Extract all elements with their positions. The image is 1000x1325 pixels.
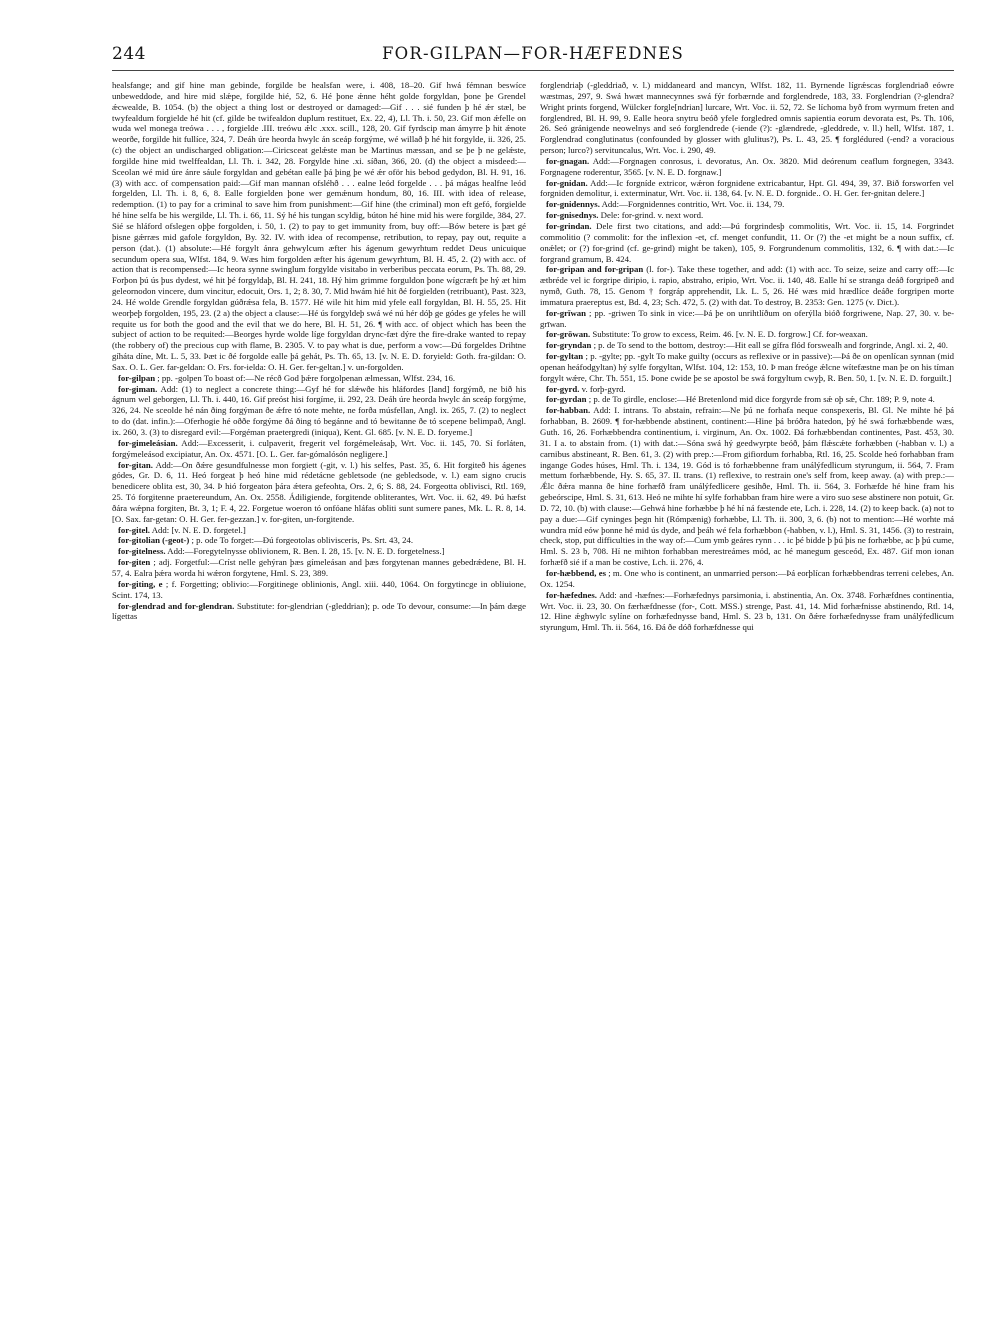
entry-headword: for-gitan. — [118, 459, 153, 470]
dictionary-entry — [540, 329, 954, 340]
left-column — [112, 80, 526, 1300]
dictionary-entry — [540, 340, 954, 351]
dictionary-entry — [112, 373, 526, 384]
entry-headword: for-giten — [118, 557, 151, 568]
entry-headword: for-giting, e — [118, 578, 163, 589]
dictionary-entry — [540, 199, 954, 210]
entry-text: Add: [v. N. E. D. forgetel.] — [151, 524, 246, 535]
dictionary-entry — [112, 601, 526, 623]
entry-headword: for-gitel. — [118, 524, 150, 535]
page-header — [112, 44, 954, 68]
entry-headword: for-gyrdan — [546, 394, 587, 405]
entry-headword: for-gnisednys. — [546, 210, 599, 221]
entry-text: Add:—On ðǽre gesundfulnesse mon forgiett (-git, v. l.) his selfes, Past. 35, 6. Hit forgiteð his ágenes gódes, Gr. D. 6, 11. Heó forgeat þ heó hine mid rédetácne gebletsode (ne gebledsode, v. l.) eam signo crucis benedicere oblita est, 30, 34. Þ hió forgeaton þára ǽtera gefeohta, Ors. 2, 6; S. 88, 24. Forgeotta oblivisci, Rtl. 169, 25. Tó forgitenne praetereundum, An. Ox. 2558. Ádiligiende, forgitende obliterantes, Wrt. Voc. ii. 62, 49. Þú hæfst ðára wǽpna forgiten, Bt. 3, 1; F. 4, 22. Forgetue woeron tó onfóane hláfas obliti sunt sumere panes, Mk. L. R. 8, 14. [O. Sax. far-getan: O. H. Ger. fer-gezzan.] v. for-giten, un-forgitende. — [112, 459, 526, 524]
dictionary-entry — [540, 80, 954, 156]
entry-text: ; p. de To send to the bottom, destroy:—Hit eall se gífra flód forswealh and forgrinde, Angl. xi. 2, 40. — [593, 340, 948, 351]
entry-headword: for-habban. — [546, 405, 591, 416]
entry-text: Add: I. intrans. To abstain, refrain:—Ne þú ne forhafa neque conspexeris, Bl. Gl. Ne mihte hé þá forhabban, B. 2609. ¶ for-hæbbende abstinent, continent:—Hine þá bróðra hatedon, þý hé swá forhæbbende wæs, Guth. 16, 26. Forhæbbendra continentium, i. virginum, An. Ox. 1002. Ðá forhæbbendan continentes, Past. 453, 30. 31. I a. to abstain from. (1) with dat.:—Sóna swá hý geedwyrpte beóð, þám flǽscǽte forhæbben (-habban v. l.) a carnibus abstineant, R. Ben. 61, 3. (2) with prep.:—From gifiordum forhabba, Rtl. 16, 25. Scolde heó forhabban fram ingange Godes húses, Hml. Th. i. 134, 19. Gód is tó forhæbbenne fram unálýfedlicum styrungum, ii. 564, 7. Fram mettum forhæbbende, Hy. S. 65, 37. II. trans. (1) reflexive, to restrain one's self from, keep away. (a) with prep.:—Ǽlc ðǽra manna ðe hine forhæfð fram unálýfedlicere gesihðe, Hml. Th. ii. 564, 3. Forhæfde hé hine fram his gebeórscipe, Hml. S. 31, 613. Heó ne mihte hí sylfe forhabban fram hire were a viro suo sese abstinere non potuit, Gr. D. 72, 10. (b) with clause:—Gehwá hine forhæbbe þ hé hí ná fæstende ete, Lch. i. 228, 14. (2) to keep back. (a) not to pay a due:—Gif cyninges þegn hit (Rómpænig) forhæbbe, Ll. Th. ii. 300, 3, 6. (b) not to mention:—Hé worhte má wundra míd eów þonne hé mid ús dyde, and þeáh wé fela forhæbbon (-habben, v. l.), Hml. S. 31, 1456. (3) to restrain, check, stop, put difficulties in the way of:—Cum ymb geáres rynn . . . ic þé bidde þ þú þis ne forhæbbe, ac þ þú cume, Hml. S. 23 b, 708. Hí ne mihton forhabban merestreámes mód, ac hé manegum gesceód, Ex. 487. Gif mon ionan forhæfð sié if a man be costive, Lch. ii. 276, 4. — [540, 405, 954, 568]
entry-text: ; p. de To girdle, enclose:—Hé Bretenlond mid dice forgyrde from sǽ oþ sǽ, Chr. 189; P. 9, note 4. — [588, 394, 935, 405]
dictionary-entry — [540, 394, 954, 405]
header-rule — [112, 70, 954, 71]
dictionary-entry — [540, 221, 954, 264]
dictionary-entry — [540, 264, 954, 307]
dictionary-entry — [112, 438, 526, 460]
dictionary-entry — [540, 405, 954, 568]
entry-text: v. forþ-gyrd. — [581, 383, 626, 394]
entry-headword: for-gitelness. — [118, 546, 166, 557]
dictionary-entry — [112, 546, 526, 557]
entry-text: Add:—Excesserit, i. culpaverit, fregerit vel forgémeleásaþ, Wrt. Voc. ii. 145, 70. Sí forláten, forgýmeleásod excipiatur, An. Ox. 4571. [O. L. Ger. far-gómalósón negligere.] — [112, 437, 526, 459]
dictionary-entry — [540, 308, 954, 330]
dictionary-entry — [112, 535, 526, 546]
entry-text: ; m. One who is continent, an unmarried person:—Þá eorþlícan forhæbbendras terreni celebes, An. Ox. 1254. — [540, 567, 954, 589]
entry-text: (l. for-). Take these together, and add: (1) with acc. To seize, seize and carry off:—Ic ætbréde vel ic forgripe diripio, i. rapio, abstraho, eripio, Wrt. Voc. ii. 140, 48. Ealle hí se stranga deáð forgripeð and nymð, Guth. 78, 15. Genom † forgráp apprehendit, Lk. L. 5, 26. Hé wæs mid hrædlíce deáðe forgripen morte immatura praereptus est, Bd. 4, 23; Sch. 472, 5. (2) with dat. To destroy, B. 2353: Gen. 1275 (v. Dict.). — [540, 264, 954, 307]
dictionary-entry — [540, 384, 954, 395]
entry-text: Dele: for-grind. v. next word. — [600, 210, 704, 221]
entry-headword: for-gnidennys. — [546, 199, 600, 210]
entry-text: Add:—Ic forgníde extricor, wǽron forgnidene extricabantur, Hpt. Gl. 494, 39, 37. Bið forsworfen vel forgniden demolitur, i. exterminatur, Wrt. Voc. ii. 138, 64. [v. N. E. D. forgnide.. O. H. Ger. fer-gnitan delere.] — [540, 177, 954, 199]
entry-headword: for-gitolian (-geot-) — [118, 535, 190, 546]
entry-text: Add: and -hæfnes:—Forhæfednys parsimonia, i. abstinentia, An. Ox. 3748. Forhæfdnes continentia, Wrt. Voc. ii. 23, 30. On færhæfdnesse (for-, Cott. MSS.) strenge, Past. 41, 14. Mid forhæfnisse abstinendo, Rtl. 14, 12. Hine ǽghwylc sylíne on forhæfednysse band, Hml. S. 23 b, 131. On ðǽre forhæfednysse fram unálýfedlicum styrungum, Hml. Th. ii. 564, 16. Ðá ðe dóð forhæfdnesse qui — [540, 589, 954, 633]
dictionary-entry — [112, 557, 526, 579]
entry-headword: for-gimeleásian. — [118, 437, 178, 448]
entry-headword: for-gilpan — [118, 372, 156, 383]
entry-text: ; pp. -golpen To boast of:—Ne récð God þǽre forgolpenan ælmessan, Wlfst. 234, 16. — [157, 372, 456, 383]
dictionary-entry — [540, 178, 954, 200]
entry-text: ; p. ode To forget:—Ðú forgeotolas oblivisceris, Ps. Srt. 43, 24. — [191, 535, 414, 546]
entry-text: Add: (1) to neglect a concrete thing:—Gyf hé for slǽwðe his hláfordes [land] forgýmð, ne bið his ágnum wel geborgen, Ll. Th. i. 440, 16. Gif preóst hisi forgíme, ii. 292, 23. Deáh úre heorda hwylc án sceáp forgýme, 326, 24. Ne sceolde hé nán ðing forgýman ðe ǽfre tó note mehte, ne forða músfellan, Angl. ix. 265, 7. (2) to neglect to do (dat. infin.):—Oferhogie hé oððe forgýme ðá ðing tó begánne and tó bewitanne ðe tó scepene belimpað, Angl. ix. 260, 3. (3) to disregard evil:—Forgéman praetergredi (iniqua), Kent. Gl. 685. [v. N. E. D. foryeme.] — [112, 383, 526, 437]
entry-text: Substitute: for-glendrian (-gleddrian); p. ode To devour, consume:—In þám dæge lígettas — [112, 600, 526, 622]
dictionary-entry — [112, 579, 526, 601]
entry-text: ; p. -gylte; pp. -gylt To make guilty (occurs as reflexive or in passive):—Þá ðe on openlícan synnan (mid openan heáfodgyltan) hý sylfe forgyltan, Wlfst. 104, 12: 153, 10. Þ man freóge ǽlcne wítefæstne man þe on his tíman forgylt wǽre, Chr. Th. 551, 15. Þone cwide þe se apostol be swá forgyltum cwyþ, R. Ben. 50, 1. [v. N. E. D. forguilt.] — [540, 351, 954, 383]
entry-headword: for-gnidan. — [546, 177, 588, 188]
entry-text: Substitute: To grow to excess, Reim. 46. [v. N. E. D. forgrow.] Cf. for-weaxan. — [592, 329, 868, 340]
entry-text: Dele first two citations, and add:—Þú forgrindesþ commolitis, Wrt. Voc. ii. 15, 14. Forgrindet commolitio (? commolit: for the inflexion -et, cf. menget confundit, 11. Or (?) the -et might be a noun suffix, cf. onǽlet; or (?) for-grind (cf. ge-grind) might be taken), 105, 9. Forgrundenum commolitis, 132, 6. ¶ with dat.:—Ic forgrand gramum, B. 424. — [540, 220, 954, 264]
dictionary-entry — [540, 590, 954, 633]
entry-headword: for-hæbbend, es — [546, 567, 606, 578]
page-number: 244 — [112, 44, 146, 64]
dictionary-entry — [112, 384, 526, 438]
entry-headword: for-gyrd. — [546, 383, 580, 394]
entry-headword: for-gyltan — [546, 351, 584, 362]
dictionary-entry — [540, 568, 954, 590]
dictionary-entry — [112, 80, 526, 373]
dictionary-entry — [540, 351, 954, 384]
entry-text: ; pp. -griwen To sink in vice:—Þá þe on unrihtlíðum on oferýlla bióð forgriwene, Nap. 27, 30. v. be-grīwan. — [540, 307, 954, 329]
entry-headword: for-grōwan. — [546, 329, 591, 340]
entry-headword: for-gnagan. — [546, 155, 590, 166]
right-column — [540, 80, 954, 1300]
entry-headword: for-giman. — [118, 383, 158, 394]
entry-headword: for-grīwan — [546, 307, 587, 318]
entry-headword: for-glendrad and for-glendran. — [118, 600, 235, 611]
entry-text: Add:—Foregytelnysse oblivionem, R. Ben. I. 28, 15. [v. N. E. D. forgetelness.] — [167, 546, 445, 557]
dictionary-entry — [112, 460, 526, 525]
running-title: FOR-GILPAN—FOR-HÆFEDNES — [381, 44, 685, 63]
entry-text: forglendriaþ (-gleddriað, v. l.) middaneard and mancyn, Wlfst. 182, 11. Byrnende lígrǽscas forglendriað eówre wæstmas, 297, 9. Swá hwæt mannecynnes swá fýr forbærnde and forglendrede, 183, 33. Forglendrian (?-glendra? Wright prints forgend, Wülcker forgle[ndrian] lurcare, Wrt. Voc. ii. 52, 72. Se líchoma byð from wyrmum freten and forglendred, Bl. H. 99, 9. Ealle heora snytru beóð yfele forgledred omnis sapientia eorum devorata est, Ps. Th. 106, 26. Seó gránigende neowelnys and seó forglendrede (-iende (?): -glændrede, -gleddrede, v. ll.) hell, Wlfst. 187, 1. Forglendrad conglutinatus (confounded by glosser with glulitus?), Ps. L. 43, 25. ¶ forglédured (-end? a voracious person; lurco?) servituncalus, Wrt. Voc. i. 290, 49. — [540, 80, 954, 156]
entry-headword: for-grindan. — [546, 220, 592, 231]
entry-headword: for-hæfednes. — [546, 589, 597, 600]
dictionary-entry — [540, 156, 954, 178]
entry-headword: for-gripan and for-gripan — [546, 264, 644, 275]
entry-text: healsfange; and gif hine man gebinde, forgilde be healsfan were, i. 408, 18–20. Gif hwá fémnan beswíce unbeweddode, and hire mid slǽpe, forgilde hié, 52, 6. Hé þone ǽnne héht golde forgyldan, þone þe Grendel ǽcwealde, B. 1054. (b) the object a thing lost or destroyed or damaged:—Gif . . . sié funden þ hé ǽr stæl, be twyfealdum forgielde hé hit (cf. gilde be twifealdon duplum restituet, Ex. 22, 4), Ll. Th. i. 50, 23. Gif mon ǽfelle on wuda wel monega treówa . . . , forgielde .III. treówu ǽlc .xxx. scill., 128, 20. Gif fyrdscip man ámyrre þ hit ǽnote weorðe, forgilde hit fullíce, 324, 7. Deáh úre heorda hwylc án sceáp forgýme, wé willað þ hé hit forgylde, ii. 326, 25. (c) the object an undischarged obligation:—Ciricsceat gelǽste man be Martinus mæssan, and se þe þ ne gelǽste, forgilde hine mid twelffealdan, Ll. Th. i. 342, 28. Forgylde hine .xi. síðan, 366, 20. (d) the object a misdeed:—Sceolan wé mid úre ánre sáule forgyldan and gebétan ealle þá þing þe wé ǽr oför his bebod gedydon, Bl. H. 91, 16. (3) with acc. of compensation paid:—Gif man mannan ofsléhð . . . ealne leód forgelde . . . þá mágas healfne leód forgelden, Ll. Th. i. 8, 6, 8. Ealle forgielden þone wer gemǽnum hondum, 80, 16. III. with idea of release, redemption. (1) to pay for a criminal to save him from punishment:—Gif hine (the criminal) mon eft gefó, forgielde hé hine selfa be his wergilde, Ll. Th. i. 66, 11. Sý hé his tungan scyldig, búton hé hine mid his were forgilde, 384, 27. Sié se hláford ofslegen oþþe forgolden, i. 50, 1. (2) to pay to get immunity from, buy off:—Bów betere is þæt gé þisne gǽrræs mid gafole forgyldon, By. 32. IV. with idea of recompense, retribution, to repay, pay out, requite a person (dat.). (1) absolute:—Hé forgylt ánra gehwylcum æfter his ágenum gewyrhtum reddet Deus unicuique secundum opera sua, Wlfst. 184, 9. Wæs him forgolden æfter his ágenum gewyrhtum, Bl. H. 45, 2. (2) with acc. of action that is recompensed:—Ic heora synne swinglum forgylde visitabo in verberibus peccata eorum, Ps. Th. 88, 29. Forþon þú ús þus dydest, wé hit þé forgyldaþ, Bl. H. 241, 18. Hý him grimme forguldon þone wígcræft þe hý æt him geleornodon vincere, dum vincitur, edocuit, Ors. 1, 2; 8. 30, 7. Mid hwám hié hit ðé forgielden (retribuant), Past. 323, 24. Hé wolde Grendle forgyldan gúðrǽsa fela, B. 1577. Hé wile hit him mid yfele eall forgyldan, Bl. H. 55, 25. Hit weorþeþ forgolden, 195, 23. (2 a) the object a clause:—Hé ús forgyldeþ swá wé nú hér dóþ ge gódes ge yfeles he will requite us for both the good and the evil that we do here, Bl. H. 51, 26. ¶ with acc. of object which has been the subject of action to be requited:—Beorges hyrde wolde líge forgyldan drync-fæt dýre the fire-drake wanted to repay (the robbery of) the precious cup with flame, B. 2305. V. to pay what is due, perform a vow:—Ðú forgeldes Drihtne gíháta díne, Mt. L. 5, 33. Þæt ic ðé forgolde ealle þá gehát, Ps. Th. 65, 13. [v. N. E. D. foryield: Goth. fra-gildan: O. Sax. O. L. Ger. far-geldan: O. Frs. for-ielda: O. H. Ger. fer-geltan.] v. un-forgolden. — [112, 80, 526, 372]
entry-text: Add:—Forgnidennes contritio, Wrt. Voc. ii. 134, 79. — [601, 199, 785, 210]
entry-text: ; adj. Forgetful:—Críst nelle gehýran þæs gímeleásan and þæs forgytenan mannes gebedrǽdene, Bl. H. 57, 4. Ealra þǽra worda hi wǽron forgytene, Hml. S. 23, 389. — [112, 557, 526, 578]
dictionary-entry — [540, 210, 954, 221]
dictionary-entry — [112, 525, 526, 536]
entry-text: Add:—Forgnagen conrosus, i. devoratus, An. Ox. 3820. Mid deórenum ceaflum forgnegen, 3343. Forgnagene roderentur, 3565. [v. N. E. D. forgnaw.] — [540, 155, 954, 177]
entry-headword: for-gryndan — [546, 340, 592, 351]
entry-text: ; f. Forgetting; oblivio:—Forgitinege oblinionis, Angl. xiii. 440, 1064. On forgytincge in obliuione, Scint. 174, 13. — [112, 578, 526, 600]
